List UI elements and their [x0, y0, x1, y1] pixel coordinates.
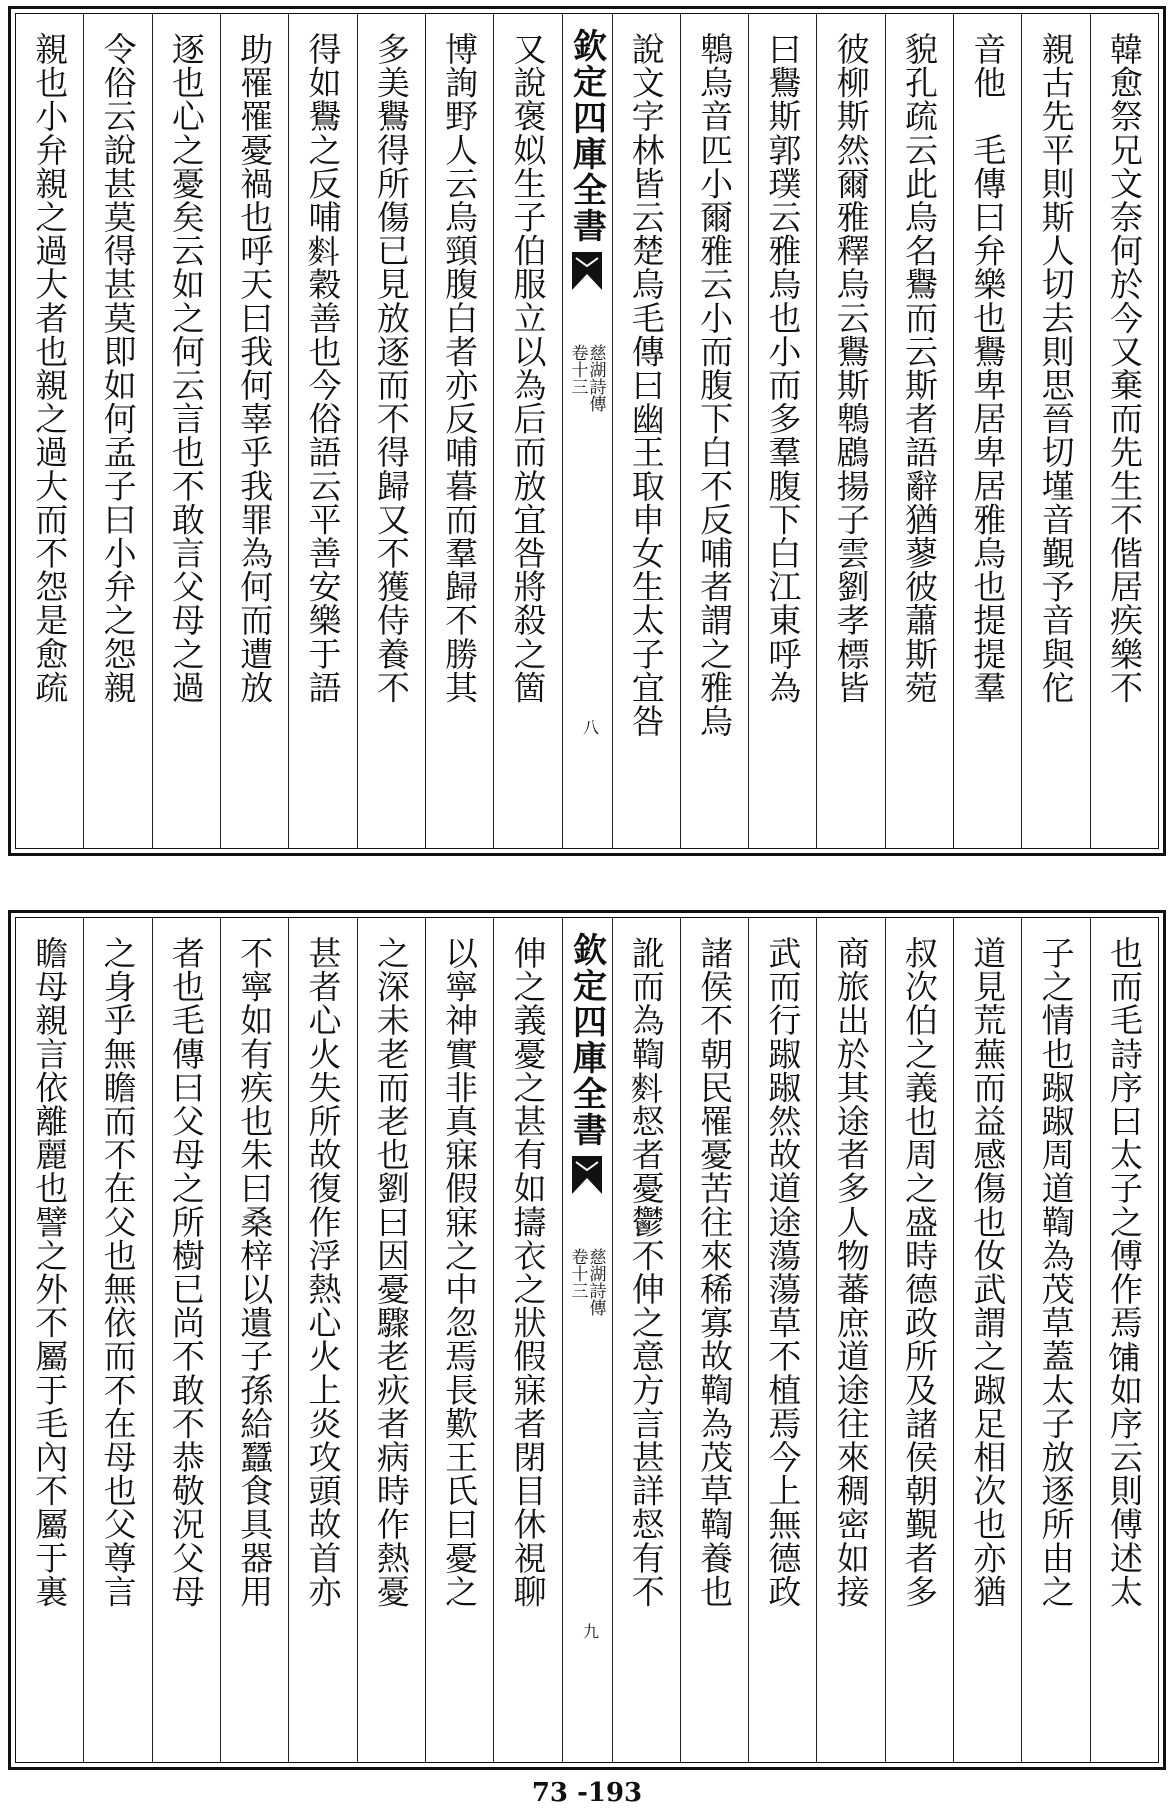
text-column: 伸之義憂之甚有如擣衣之狀假寐者閉目休視聊 [493, 918, 561, 1762]
volume-info [569, 344, 604, 412]
bottom-page [8, 910, 1166, 1770]
page-number: 73 -193 [531, 1778, 643, 1808]
text-column: 得如鸒之反哺𪌉穀善也今俗語云平善安樂于語 [288, 14, 356, 848]
text-column: 訛而為鞫𪌉惄者憂鬱不伸之意方言甚詳惄有不 [612, 918, 680, 1762]
sub-volume: 卷十三 [567, 344, 588, 395]
text-column: 鵯烏音匹小爾雅云小而腹下白不反哺者謂之雅烏 [680, 14, 748, 848]
text-column: 親也小弁親之過大者也親之過大而不怨是愈疏 [30, 32, 70, 704]
text-column: 博詢野人云烏頸腹白者亦反哺暮而羣歸不勝其 [425, 14, 493, 848]
center-fold [562, 14, 612, 848]
top-page [8, 6, 1166, 856]
text-column: 子之情也踧踧周道鞫為茂草蓋太子放逐所由之 [1021, 918, 1089, 1762]
text-column: 貌孔疏云此烏名鸒而云斯者語辭猶蓼彼蕭斯菀 [885, 14, 953, 848]
text-column: 商旅出於其途者多人物蕃庶道途往來稠密如接 [816, 918, 884, 1762]
text-column: 助罹罹憂禍也呼天曰我何辜乎我罪為何而遭放 [220, 14, 288, 848]
fishtail-mark-icon [572, 1156, 602, 1194]
text-column: 彼柳斯然爾雅釋烏云鸒斯鵯鶋揚子雲劉孝標皆 [816, 14, 884, 848]
fishtail-mark-icon [572, 252, 602, 290]
volume-info [569, 1248, 604, 1316]
text-column: 以寧神實非真寐假寐之中忽焉長歎王氏曰憂之 [425, 918, 493, 1762]
text-column: 令俗云說甚莫得甚莫即如何孟子曰小弁之怨親 [83, 14, 151, 848]
text-column: 不寧如有疾也朱曰桑梓以遺子孫給蠶食具器用 [220, 918, 288, 1762]
text-column: 之深未老而老也劉曰因憂驟老疢者病時作熱憂 [357, 918, 425, 1762]
text-column: 親古先平則斯人切去則思晉切墐音覲予音與佗 [1021, 14, 1089, 848]
text-column: 武而行踧踧然故道途蕩蕩草不植焉今上無德政 [748, 918, 816, 1762]
text-column: 逐也心之憂矣云如之何云言也不敢言父母之過 [152, 14, 220, 848]
leaf-number: 八 [580, 719, 600, 735]
sub-book-title: 慈湖詩傳 [585, 1248, 606, 1316]
text-column: 叔次伯之義也周之盛時德政所及諸侯朝覲者多 [885, 918, 953, 1762]
text-column: 又說褒姒生子伯服立以為后而放宜咎將殺之箇 [493, 14, 561, 848]
text-column: 之身乎無瞻而不在父也無依而不在母也父尊言 [83, 918, 151, 1762]
text-column: 也而毛詩序曰太子之傅作焉𫗦如序云則傅述太 [1090, 918, 1158, 1762]
top-page-columns [15, 13, 1159, 849]
text-column: 瞻母親言依離麗也譬之外不屬于毛內不屬于裏 [30, 936, 70, 1608]
center-fold [562, 918, 612, 1762]
text-column: 音他 毛傳曰弁樂也鸒卑居卑居雅烏也提提羣 [953, 14, 1021, 848]
text-column: 甚者心火失所故復作浮熱心火上炎攻頭故首亦 [288, 918, 356, 1762]
sub-volume: 卷十三 [567, 1248, 588, 1299]
text-column: 諸侯不朝民罹憂苦往來稀寡故鞫為茂草鞫養也 [680, 918, 748, 1762]
book-title: 欽定四庫全書 [566, 28, 607, 244]
bottom-page-columns [15, 917, 1159, 1763]
book-title: 欽定四庫全書 [566, 932, 607, 1148]
text-column: 韓愈祭兄文奈何於今又棄而先生不偕居疾樂不 [1090, 14, 1158, 848]
text-column: 者也毛傳曰父母之所樹已尚不敢不恭敬況父母 [152, 918, 220, 1762]
text-column: 道見荒蕪而益感傷也㚢武謂之踧足相次也亦猶 [953, 918, 1021, 1762]
text-column: 說文字林皆云楚烏毛傳曰幽王取申女生太子宜咎 [612, 14, 680, 848]
text-column: 多美鸒得所傷已見放逐而不得歸又不獲侍養不 [357, 14, 425, 848]
sub-book-title: 慈湖詩傳 [585, 344, 606, 412]
text-column: 曰鸒斯郭璞云雅烏也小而多羣腹下白江東呼為 [748, 14, 816, 848]
leaf-number: 九 [580, 1623, 600, 1639]
